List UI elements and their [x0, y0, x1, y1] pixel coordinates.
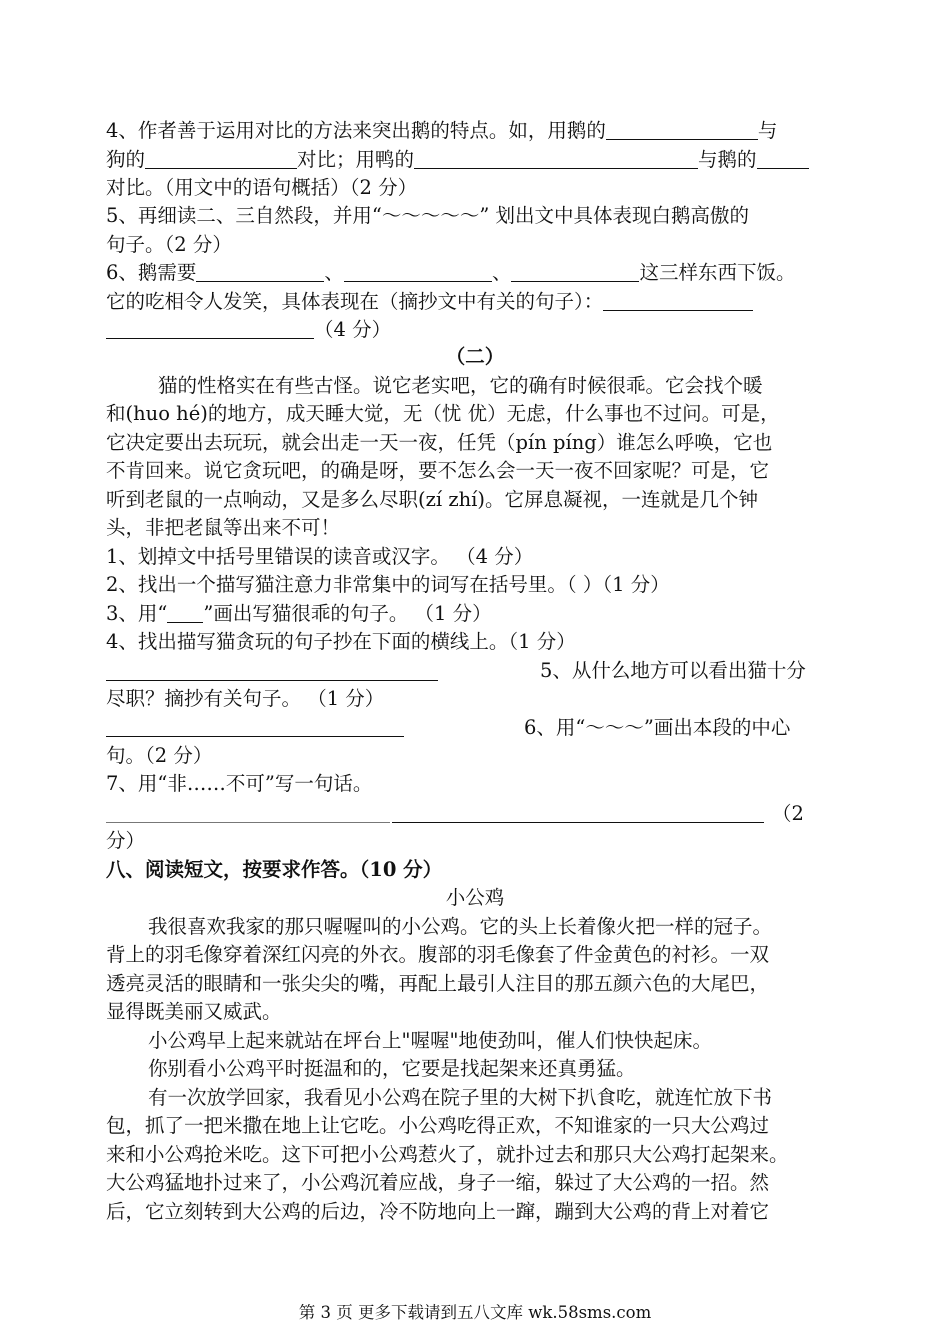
question-line: 2、找出一个描写猫注意力非常集中的词写在括号里。（ ）（1 分）	[106, 573, 670, 596]
question-6-line-3: （4 分）	[106, 316, 391, 344]
story-line: 我很喜欢我家的那只喔喔叫的小公鸡。它的头上长着像火把一样的冠子。	[148, 915, 773, 938]
score-label: （2	[772, 802, 804, 825]
story-line: 小公鸡早上起来就站在坪台上"喔喔"地使劲叫，催人们快快起床。	[148, 1029, 712, 1052]
question-6-line-1: 6、鹅需要 、 、 这三样东西下饭。	[106, 261, 796, 284]
answer-blank	[196, 261, 324, 282]
story-line: 透亮灵活的眼睛和一张尖尖的嘴，再配上最引人注目的那五颜六色的大尾巴，	[106, 972, 770, 995]
question-5-line-1: 5、再细读二、三自然段，并用“～～～～～” 划出文中具体表现白鹅高傲的	[106, 204, 750, 227]
question-line: 5、从什么地方可以看出猫十分	[540, 659, 806, 682]
question-line: 句。（2 分）	[106, 744, 213, 767]
question-line: 1、划掉文中括号里错误的读音或汉字。 （4 分）	[106, 545, 534, 568]
answer-blank	[603, 290, 753, 311]
answer-line	[106, 736, 404, 737]
story-line: 后，它立刻转到大公鸡的后边，冷不防地向上一蹿，蹦到大公鸡的背上对着它	[106, 1200, 770, 1223]
question-line: 6、用“～～～”画出本段的中心	[524, 716, 791, 739]
answer-blank	[414, 148, 698, 169]
story-line: 背上的羽毛像穿着深红闪亮的外衣。腹部的羽毛像套了件金黄色的衬衫。一双	[106, 943, 770, 966]
passage-line: 它决定要出去玩玩，就会出走一天一夜，任凭（pín píng）谁怎么呼唤，它也	[106, 431, 773, 454]
question-6-line-2: 它的吃相令人发笑，具体表现在（摘抄文中有关的句子）：	[106, 288, 753, 316]
answer-blank	[606, 119, 758, 140]
underline-sample	[167, 602, 203, 623]
answer-line	[392, 822, 764, 823]
question-4-line-1: 4、作者善于运用对比的方法来突出鹅的特点。如，用鹅的 与	[106, 119, 778, 142]
story-line: 大公鸡猛地扑过来了，小公鸡沉着应战，身子一缩，躲过了大公鸡的一招。然	[106, 1171, 770, 1194]
question-4-line-2: 狗的 对比；用鸭的 与鹅的	[106, 146, 809, 174]
answer-blank	[344, 261, 492, 282]
passage-line: 头，非把老鼠等出来不可！	[106, 516, 341, 539]
section-3-heading: 八、阅读短文，按要求作答。（10 分）	[106, 858, 443, 881]
story-line: 有一次放学回家，我看见小公鸡在院子里的大树下扒食吃，就连忙放下书	[148, 1086, 773, 1109]
question-line: 3、用“ ”画出写猫很乖的句子。 （1 分）	[106, 602, 492, 625]
story-line: 来和小公鸡抢米吃。这下可把小公鸡惹火了，就扑过去和那只大公鸡打起架来。	[106, 1143, 789, 1166]
answer-line	[106, 680, 438, 681]
story-line: 包，抓了一把米撒在地上让它吃。小公鸡吃得正欢，不知谁家的一只大公鸡过	[106, 1114, 770, 1137]
story-title: 小公鸡	[445, 886, 505, 909]
question-line: 4、找出描写猫贪玩的句子抄在下面的横线上。（1 分）	[106, 630, 576, 653]
question-line: 7、用“非……不可”写一句话。	[106, 772, 373, 795]
answer-blank	[757, 148, 809, 169]
story-line: 显得既美丽又威武。	[106, 1000, 282, 1023]
score-label: 分）	[106, 829, 146, 852]
answer-blank	[106, 318, 314, 339]
passage-line: 猫的性格实在有些古怪。说它老实吧，它的确有时候很乖。它会找个暖	[158, 374, 763, 397]
section-2-title: （二）	[445, 345, 505, 368]
passage-line: 不肯回来。说它贪玩吧，的确是呀，要不怎么会一天一夜不回家呢？可是，它	[106, 459, 770, 482]
passage-line: 听到老鼠的一点响动，又是多么尽职(zí zhí)。它屏息凝视，一连就是几个钟	[106, 488, 758, 511]
question-4-line-3: 对比。（用文中的语句概括）（2 分）	[106, 176, 418, 199]
passage-line: 和(huo hé)的地方，成天睡大觉，无（忧 优）无虑，什么事也不过问。可是，	[106, 402, 780, 425]
answer-blank	[511, 261, 639, 282]
question-5-line-2: 句子。（2 分）	[106, 233, 232, 256]
story-line: 你别看小公鸡平时挺温和的，它要是找起架来还真勇猛。	[148, 1057, 636, 1080]
answer-blank	[145, 148, 297, 169]
question-line: 尽职？摘抄有关句子。 （1 分）	[106, 687, 385, 710]
answer-line	[106, 822, 390, 823]
page-footer: 第 3 页 更多下载请到五八文库 wk.58sms.com	[298, 1303, 652, 1322]
